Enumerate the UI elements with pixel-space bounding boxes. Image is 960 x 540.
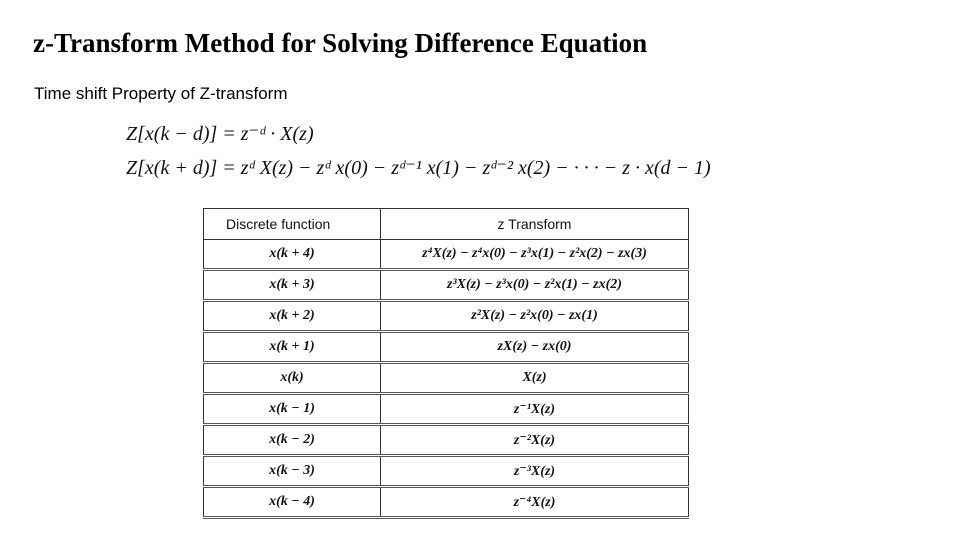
- z-transform-cell: X(z): [381, 363, 689, 394]
- z-transform-cell: z⁴X(z) − z⁴x(0) − z³x(1) − z²x(2) − zx(3): [381, 240, 689, 270]
- table-row: [204, 270, 689, 301]
- table-row: [204, 363, 689, 394]
- z-transform-table: [203, 208, 689, 519]
- discrete-function-cell: x(k + 2): [204, 301, 381, 332]
- discrete-function-cell: x(k − 3): [204, 456, 381, 487]
- table-row: [204, 332, 689, 363]
- z-transform-cell: z⁻¹X(z): [381, 394, 689, 425]
- slide-subtitle: Time shift Property of Z-transform: [34, 84, 288, 103]
- z-transform-cell: zX(z) − zx(0): [381, 332, 689, 363]
- z-transform-cell: z⁻³X(z): [381, 456, 689, 487]
- formula-time-advance: Z[x(k + d)] = zᵈ X(z) − zᵈ x(0) − zᵈ⁻¹ x(1) − zᵈ⁻² x(2) − · · · − z · x(d − 1): [126, 157, 711, 179]
- table-header-row: [204, 209, 689, 240]
- discrete-function-cell: x(k + 4): [204, 240, 381, 270]
- header-z-transform: z Transform: [381, 209, 689, 240]
- z-transform-cell: z²X(z) − z²x(0) − zx(1): [381, 301, 689, 332]
- z-transform-cell: z⁻⁴X(z): [381, 487, 689, 518]
- table-row: [204, 487, 689, 518]
- discrete-function-cell: x(k + 3): [204, 270, 381, 301]
- header-discrete-function: Discrete function: [204, 209, 381, 240]
- slide-title: z-Transform Method for Solving Difference Equation: [33, 28, 648, 58]
- z-transform-cell: z³X(z) − z³x(0) − z²x(1) − zx(2): [381, 270, 689, 301]
- discrete-function-cell: x(k − 1): [204, 394, 381, 425]
- discrete-function-cell: x(k): [204, 363, 381, 394]
- discrete-function-cell: x(k − 2): [204, 425, 381, 456]
- table-row: [204, 456, 689, 487]
- table-row: [204, 301, 689, 332]
- z-transform-cell: z⁻²X(z): [381, 425, 689, 456]
- discrete-function-cell: x(k − 4): [204, 487, 381, 518]
- formula-time-delay: Z[x(k − d)] = z⁻ᵈ · X(z): [126, 123, 314, 145]
- discrete-function-cell: x(k + 1): [204, 332, 381, 363]
- table-row: [204, 394, 689, 425]
- table-row: [204, 425, 689, 456]
- table-row: [204, 240, 689, 270]
